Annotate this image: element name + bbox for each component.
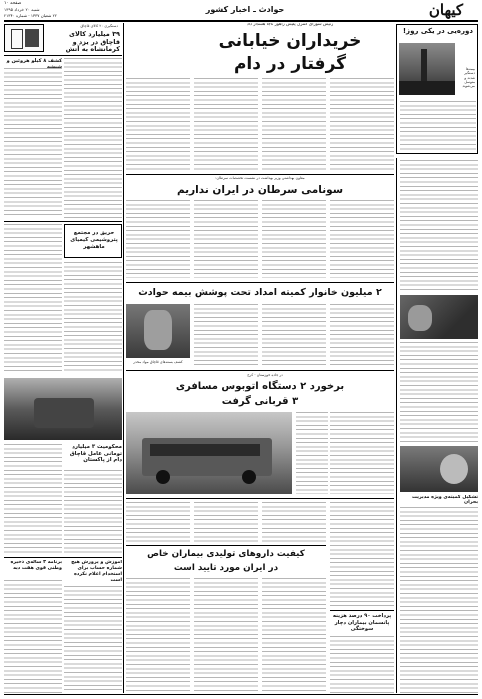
payment-headline: پرداخت ۹۰ درصد هزینه پانسمان بیماران دچار سوختگی (332, 613, 392, 632)
relief-rule (126, 282, 394, 283)
left-mid-col-b (64, 262, 122, 374)
bus-col-1 (330, 412, 394, 494)
lead-kicker: رئیس شورای کنترل پلیس راهور ناجا هشدار داد (246, 23, 334, 27)
lead-col-2 (262, 78, 326, 172)
cancer-col-3 (194, 200, 258, 278)
police-photo (126, 304, 190, 358)
logo: کیهان (428, 1, 464, 19)
left-bottom-col-b (64, 586, 122, 693)
lead-col-3 (194, 78, 258, 172)
payment-col (330, 636, 394, 693)
cancer-rule (126, 174, 394, 175)
corner-headline: دوره‌یی در یکی روز! (402, 27, 473, 35)
left-col-b (64, 58, 122, 218)
lead-headline-1: خریداران خیابانی (218, 31, 362, 51)
drugs-pre-col-3 (194, 502, 258, 542)
mahshahr-headline: آموزش و پرورش هیچ شماره حساب برای استخدام اعلام نکرده است (71, 560, 122, 583)
bus-rule (126, 370, 394, 371)
right-photo-1 (400, 295, 478, 339)
drugs-headline-1: کیفیت داروهای تولیدی بیماران خاص (147, 549, 305, 559)
section-title: حوادث ـ اخبار کشور (205, 5, 285, 14)
lead-headline-2: گرفتار در دام (233, 54, 347, 74)
left-top-rule (4, 55, 122, 56)
lead-col-1 (330, 78, 394, 172)
relief-headline: ۲ میلیون خانوار کمیته امداد تحت پوشش بیمه حوادث (138, 287, 382, 298)
drugs-col-2 (194, 578, 258, 693)
cancer-col-1 (330, 200, 394, 278)
issue-line: ۲۲ شعبان ۱۴۳۷ - شماره ۲۱۳۴۰ (4, 13, 57, 18)
convict-headline: محکومیت ۳ میلیارد تومانی عامل قاچاق دام از پاکستان (69, 444, 122, 463)
drugs-rule-2 (126, 545, 326, 546)
left-logo-box (4, 24, 44, 52)
drugs-col-3 (126, 578, 190, 693)
left-col-a (4, 68, 62, 218)
left-photo (4, 378, 122, 440)
page-bottom-rule (4, 694, 478, 695)
police-caption: کشف بسته‌های قاچاق مواد مخدر (133, 360, 183, 364)
page-label: صفحه ۱۰ (4, 1, 22, 6)
drugs-pre-col-4 (126, 502, 190, 542)
left-top-headline: ۳۹ میلیارد کالای قاچاق در یزد و کرمانشاه به آتش (65, 31, 120, 53)
corner-text (400, 101, 476, 151)
payment-pre-col (330, 545, 394, 607)
youth-box (64, 224, 122, 258)
right-col-top (400, 160, 478, 290)
left-mid-rule (4, 221, 122, 222)
right-photo-2 (400, 446, 478, 492)
left-low-col-a (4, 444, 62, 554)
drugs-rule (126, 498, 394, 499)
sub-left-title: کشف ۸ کیلو هروئین و شیشه (6, 58, 62, 68)
bus-headline-2: ۳ قربانی گرفت (221, 396, 299, 407)
right-col-mid (400, 342, 478, 442)
col-sep-left (123, 23, 124, 693)
cancer-kicker: معاون بهداشتی وزیر بهداشت در نشست تخصصات سرطان: (215, 176, 305, 180)
bus-col-2 (296, 412, 328, 494)
masthead (0, 0, 482, 20)
corner-box (396, 24, 478, 154)
cancer-col-2 (262, 200, 326, 278)
bus-kicker: در جاده خوزستان - کرج (247, 373, 283, 377)
relief-col-1 (330, 304, 394, 366)
relief-col-3 (194, 304, 258, 366)
bus-headline-1: برخورد ۲ دستگاه اتوبوس مسافری (175, 381, 345, 392)
left-bottom-col-a (4, 580, 62, 693)
bus-photo (126, 412, 292, 494)
date-line: شنبه ۲۰ خرداد ۱۳۹۵ (4, 7, 40, 12)
masthead-rule (4, 20, 478, 22)
lead-col-4 (126, 78, 190, 172)
drugs-pre-col-2 (262, 502, 326, 542)
left-low-col-b (64, 470, 122, 554)
drugs-headline-2: در ایران مورد تایید است (173, 563, 279, 573)
side-note-title: تشکیل کمیته‌ی ویژه مدیریت بحران (412, 495, 478, 505)
corner-caption: بیمه‌ها دستگیر شدند و متوسل می‌شوند (462, 67, 475, 89)
relief-col-2 (262, 304, 326, 366)
trade-headline: برنامه ۳ ساله‌ی ذخیره وطنی قوی هفت دیه (10, 560, 62, 571)
corner-photo (399, 43, 455, 95)
drugs-col-1 (262, 578, 326, 693)
left-top-kicker: دستگیری ۲۰ کالای قاچاق (80, 24, 118, 28)
left-low-rule (4, 557, 122, 558)
youth-title: حریق در مجتمع پتروشیمی کیمیای ماهشهر (70, 230, 118, 250)
cancer-headline: سونامی سرطان در ایران نداریم (176, 184, 344, 196)
col-sep-right (396, 158, 397, 693)
left-mid-col-a (4, 224, 62, 374)
right-col-bottom (400, 507, 478, 693)
drugs-pre-col-1 (330, 502, 394, 542)
cancer-col-4 (126, 200, 190, 278)
payment-rule (330, 610, 394, 611)
